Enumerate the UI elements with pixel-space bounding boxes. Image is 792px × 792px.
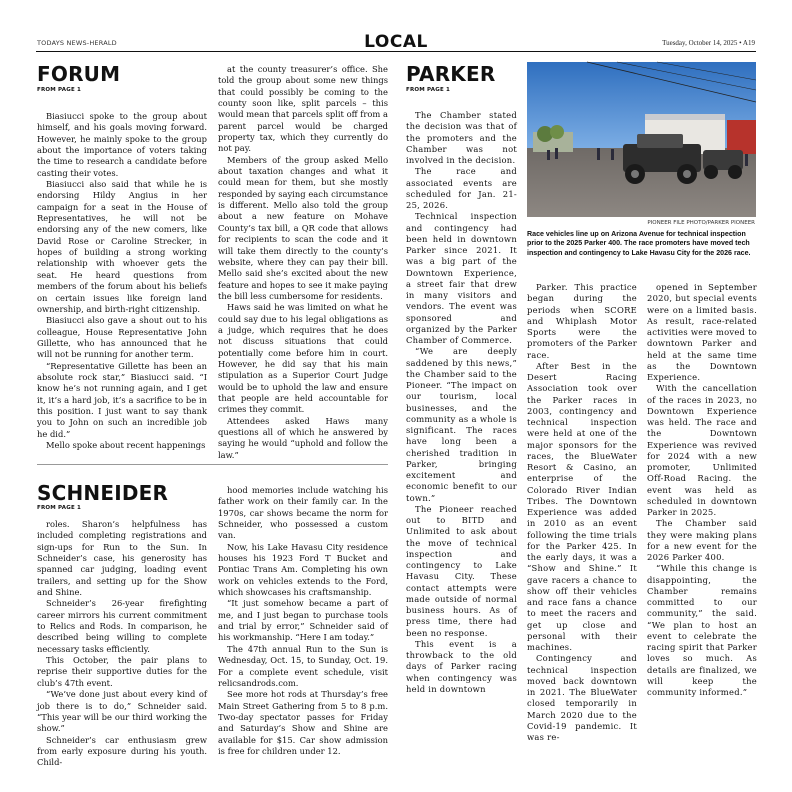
photo-caption: Race vehicles line up on Arizona Avenue for technical inspection prior to the 2025 Parker 400. The race promoters have moved tech inspection and contingency to Lake Havasu City for the 2026 race. <box>527 230 751 257</box>
paragraph: “It just somehow became a part of me, and I just began to purchase tools and trial by error,” Schneider said of his workmanship. “Here I am today.” <box>218 598 388 643</box>
newspaper-name: TODAYS NEWS-HERALD <box>37 39 117 47</box>
paragraph: With the cancellation of the races in 2023, no Downtown Experience was held. The race and the Downtown Experience was revived for 2024 with a new promoter, Unlimited Off-Road Racing. the event was held as scheduled in downtown Parker in 2025. <box>647 383 757 517</box>
schneider-from-page: FROM PAGE 1 <box>37 505 82 511</box>
paragraph: Attendees asked Haws many questions all of which he answered by saying he would “uphold and follow the law.” <box>218 415 388 460</box>
paragraph: “While this change is disappointing, the Chamber remains committed to our community,” the said. “We plan to host an event to celebrate the racing spirit that Parker loves so much. As details are finalized, we will keep the community informed.” <box>647 563 757 697</box>
paragraph: After Best in the Desert Racing Association took over the Parker races in 2003, contingency and technical inspection were held at one of the major sponsors for the races, the BlueWater Resort & Casino, an enterprise of the Colorado River Indian Tribes. The Downtown Experience was added in 2010 as an event following the time trials for the Parker 425. In the early days, it was a “Show and Shine.” It gave racers a chance to show off their vehicles and race fans a chance to meet the racers and get up close and personal with their machines. <box>527 360 637 652</box>
paragraph: This October, the pair plans to reprise their supportive duties for the club’s 47th event. <box>37 655 207 688</box>
parker-column-3 <box>647 282 757 763</box>
paragraph: The Chamber stated the decision was that of the promoters and the Chamber was not involved in the decision. <box>406 110 517 165</box>
forum-column-2 <box>218 64 388 460</box>
paragraph: Biasiucci spoke to the group about himself, and his goals moving forward. However, he mainly spoke to the group about the importance of voters taking the time to research a candidate before casting their votes. <box>37 111 207 178</box>
parker-heading: PARKER <box>406 62 496 86</box>
paragraph: The race and associated events are scheduled for Jan. 21-25, 2026. <box>406 166 517 210</box>
paragraph: Technical inspection and contingency had been held in downtown Parker since 2021. It was a big part of the Downtown Experience, a street fair that drew in many visitors and vendors. The event was sponsored and organized by the Parker Chamber of Commerce. <box>406 211 517 345</box>
paragraph: Schneider’s car enthusiasm grew from early exposure during his youth. Child- <box>37 734 207 768</box>
paragraph: Schneider’s 26-year firefighting career mirrors his current commitment to Relics and Rods. In comparison, he described being willing to complete necessary tasks efficiently. <box>37 598 207 654</box>
paragraph: roles. Sharon’s helpfulness has included completing registrations and sign-ups for Run to the Sun. In Schneider’s case, his generosity has spanned car judging, loading event trailers, and setting up for the Show and Shine. <box>37 519 207 598</box>
paragraph: The Chamber said they were making plans for a new event for the 2026 Parker 400. <box>647 518 757 562</box>
forum-column-1 <box>37 111 207 449</box>
paragraph: Biasiucci also said that while he is endorsing Hildy Angius in her campaign for a seat in the House of Representatives, he will not be endorsing any of the new comers, like David Rose or Caroline Strecker, in hopes of building a strong working relationship with whoever gets the seat. He heard questions from members of the forum about his beliefs on certain issues like foreign land ownership, and birth-right citizenship. <box>37 179 207 314</box>
parker-column-2 <box>527 282 637 763</box>
paragraph: opened in September 2020, but special events were on a limited basis. As result, race-related activities were moved to downtown Parker and held at the same time as the Downtown Experience. <box>647 282 757 382</box>
paragraph: Now, his Lake Havasu City residence houses his 1923 Ford T Bucket and Pontiac Trans Am. Completing his own work on vehicles extends to the Ford, which showcases his craftsmanship. <box>218 541 388 598</box>
paragraph: The 47th annual Run to the Sun is Wednesday, Oct. 15, to Sunday, Oct. 19. For a complete event schedule, visit relicsandrods.com. <box>218 643 388 688</box>
paragraph: “We are deeply saddened by this news,” the Chamber said to the Pioneer. “The impact on our tourism, local businesses, and the community as a whole is significant. The races have long been a cherished tradition in Parker, bringing excitement and economic benefit to our town.” <box>406 346 517 503</box>
schneider-column-2 <box>218 485 388 763</box>
paragraph: This event is a throwback to the old days of Parker racing when contingency was held in downtown <box>406 638 517 694</box>
paragraph: See more hot rods at Thursday’s free Main Street Gathering from 5 to 8 p.m. Two-day spectator passes for Friday and Saturday’s Show and Shine are available for $15. Car show admission is free for children under 12. <box>218 689 388 756</box>
paragraph: Haws said he was limited on what he could say due to his legal obligations as a judge, which requires that he does not discuss situations that could potentially come before him in court. However, he did say that his main stipulation as a Superior Court Judge would be to uphold the law and ensure that people are held accountable for crimes they commit. <box>218 302 388 415</box>
schneider-column-1 <box>37 519 207 768</box>
date-and-page: Tuesday, October 14, 2025 • A19 <box>662 39 755 47</box>
paragraph: “We’ve done just about every kind of job there is to do,” Schneider said. “This year will be our third working the show.” <box>37 689 207 734</box>
paragraph: The Pioneer reached out to BITD and Unlimited to ask about the move of technical inspection and contingency to Lake Havasu City. These contact attempts were made outside of normal business hours. As of press time, there had been no response. <box>406 503 517 638</box>
paragraph: Parker. This practice began during the periods when SCORE and Whiplash Motor Sports were the promoters of the Parker race. <box>527 282 637 360</box>
header-rule <box>36 51 756 52</box>
paragraph: hood memories include watching his father work on their family car. In the 1970s, car shows became the norm for Schneider, who possessed a custom van. <box>218 485 388 541</box>
section-title: LOCAL <box>364 32 428 52</box>
parker-from-page: FROM PAGE 1 <box>406 87 451 93</box>
race-vehicles-photo <box>527 62 756 217</box>
paragraph: Members of the group asked Mello about taxation changes and what it could mean for them, but she mostly responded by saying each circumstance is different. Mello also told the group about a new feature on Mohave County’s tax bill, a QR code that allows for recipients to scan the code and it will take them directly to the county’s website, where they can pay their bill. Mello said she’s excited about the new feature and hopes to see it make paying the bill less cumbersome for residents. <box>218 154 388 301</box>
forum-from-page: FROM PAGE 1 <box>37 87 82 93</box>
forum-heading: FORUM <box>37 62 121 86</box>
section-divider <box>37 464 388 465</box>
paragraph: “Representative Gillette has been an absolute rock star,” Biasiucci said. “I know he’s not running again, and I get it, it’s a hard job, it’s a sacrifice to be in this position. I just want to say thank you to John on such an incredible job he did.” <box>37 360 207 439</box>
schneider-heading: SCHNEIDER <box>37 481 169 505</box>
paragraph: at the county treasurer’s office. She told the group about some new things that could possibly be coming to the county soon like, split parcels – this would mean that parcels split off from a parent parcel would be charged property tax, which they currently do not pay. <box>218 64 388 154</box>
paragraph: Mello spoke about recent happenings <box>46 439 206 450</box>
parker-column-1 <box>406 110 517 763</box>
paragraph: Contingency and technical inspection moved back downtown in 2021. The BlueWater closed temporarily in March 2020 due to the Covid-19 pandemic. It was re- <box>527 653 637 742</box>
race-vehicles-photo-illustration <box>527 62 756 217</box>
paragraph: Biasiucci also gave a shout out to his colleague, House Representative John Gillette, who has announced that he will not be running for another term. <box>37 315 207 360</box>
photo-credit: PIONEER FILE PHOTO/PARKER PIONEER <box>647 220 755 226</box>
